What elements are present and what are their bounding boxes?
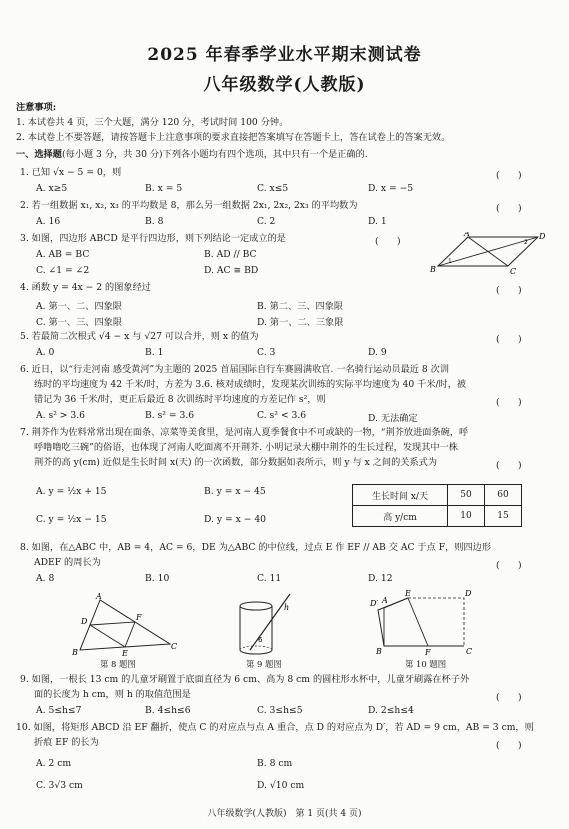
table-cell: 10 bbox=[448, 506, 485, 527]
q2-option-b: B. 8 bbox=[145, 216, 164, 227]
q7-option-c: C. y = ½x − 15 bbox=[36, 514, 107, 525]
q10-label-f: F bbox=[425, 648, 431, 657]
q3-angle-2: 2 bbox=[524, 239, 528, 246]
q2-option-d: D. 1 bbox=[368, 216, 387, 227]
q10-option-c: C. 3√3 cm bbox=[36, 780, 83, 791]
q7-line-3: 荆芥的高 y(cm) 近似是生长时间 x(天) 的一次函数，部分数据如表所示，则 y 与 x 之间的关系式为 bbox=[34, 457, 438, 468]
q5-option-b: B. 1 bbox=[145, 347, 164, 358]
section-1-header bbox=[16, 149, 368, 160]
section-1-heading: 一、选择题 bbox=[16, 149, 62, 160]
q9-cup-bottom-back bbox=[240, 646, 272, 650]
q8-option-d: D. 12 bbox=[368, 573, 393, 584]
q8-answer-paren: ( ) bbox=[496, 560, 522, 571]
q10-label-dp: D′ bbox=[370, 599, 379, 608]
q8-option-b: B. 10 bbox=[145, 573, 170, 584]
q8-label-a: A bbox=[96, 592, 102, 601]
q1-answer-paren: ( ) bbox=[496, 170, 522, 181]
table-cell: 50 bbox=[448, 485, 485, 506]
q10-original-rect bbox=[408, 598, 464, 646]
note-1: 1. 本试卷共 4 页，三个大题，满分 120 分，考试时间 100 分钟。 bbox=[16, 117, 289, 128]
section-1-desc: (每小题 3 分，共 30 分)下列各小题均有四个选项，其中只有一个是正确的. bbox=[61, 149, 368, 160]
q7-line-2: 呼噜噜吃三碗”的俗语，也体现了河南人吃面离不开荆芥. 小明记录大棚中荆芥的生长过程，发现其中一株 bbox=[34, 442, 458, 453]
q9-line-1: 9. 如图，一根长 13 cm 的儿童牙刷置于底面直径为 6 cm、高为 8 cm 的圆柱形水杯中，儿童牙刷露在杯子外 bbox=[20, 674, 470, 685]
q8-option-a: A. 8 bbox=[36, 573, 55, 584]
q3-diagonal-bd bbox=[468, 237, 508, 266]
q3-label-d: D bbox=[539, 232, 546, 241]
q9-cup-bottom bbox=[240, 650, 272, 654]
q8-midline-de bbox=[90, 625, 125, 647]
q2-stem: 2. 若一组数据 x₁, x₂, x₃ 的平均数是 8，那么另一组数据 2x₁, 2x₂, 2x₃ 的平均数为 bbox=[20, 200, 358, 211]
q6-line-1: 6. 近日，以“行走河南 感受黄河”为主题的 2025 首届国际自行车赛圆满收官. 一名骑行运动员最近 8 次训 bbox=[20, 364, 450, 375]
q10-option-b: B. 8 cm bbox=[257, 758, 293, 769]
q4-stem: 4. 函数 y = 4x − 2 的图象经过 bbox=[20, 282, 151, 293]
fig10-caption: 第 10 题图 bbox=[405, 659, 447, 669]
table-row bbox=[353, 506, 522, 527]
q3-answer-paren: ( ) bbox=[375, 236, 401, 247]
q7-data-table bbox=[352, 484, 522, 527]
q10-label-a: A bbox=[382, 596, 388, 605]
q10-label-b: B bbox=[376, 647, 382, 656]
q7-option-a: A. y = ½x + 15 bbox=[36, 486, 107, 497]
q9-option-b: B. 4≤h≤6 bbox=[145, 705, 191, 716]
fig8-caption: 第 8 题图 bbox=[100, 659, 136, 669]
q1-option-c: C. x≤5 bbox=[257, 183, 289, 194]
fig9-caption: 第 9 题图 bbox=[246, 659, 282, 669]
q5-option-d: D. 9 bbox=[368, 347, 387, 358]
q3-option-a: A. AB = BC bbox=[36, 249, 90, 260]
q8-label-d: D bbox=[81, 617, 88, 626]
table-row bbox=[353, 485, 522, 506]
q1-stem: 1. 已知 √x − 5 = 0，则 bbox=[20, 167, 122, 178]
q10-folded-part bbox=[378, 598, 428, 646]
q9-cup-figure bbox=[232, 592, 304, 658]
table-cell: 60 bbox=[485, 485, 522, 506]
q9-line-2: 面的长度为 h cm，则 h 的取值范围是 bbox=[34, 689, 191, 700]
q6-option-d: D. 无法确定 bbox=[368, 413, 418, 424]
q2-option-a: A. 16 bbox=[36, 216, 61, 227]
q9-option-c: C. 3≤h≤5 bbox=[257, 705, 303, 716]
q5-option-c: C. 3 bbox=[257, 347, 276, 358]
q8-label-b: B bbox=[72, 648, 78, 656]
q9-answer-paren: ( ) bbox=[496, 692, 522, 703]
q7-answer-paren: ( ) bbox=[496, 460, 522, 471]
q8-triangle-figure bbox=[70, 592, 180, 656]
q3-stem: 3. 如图，四边形 ABCD 是平行四边形，则下列结论一定成立的是 bbox=[20, 233, 286, 244]
table-cell: 高 y/cm bbox=[353, 506, 448, 527]
q9-option-d: D. 2≤h≤4 bbox=[368, 705, 414, 716]
q2-answer-paren: ( ) bbox=[496, 203, 522, 214]
table-cell: 15 bbox=[485, 506, 522, 527]
q10-line-1: 10. 如图，将矩形 ABCD 沿 EF 翻折，使点 C 的对应点与点 A 重合，点 D 的对应点为 D′，若 AD = 9 cm，AB = 3 cm，则 bbox=[16, 722, 534, 733]
q3-option-b: B. AD // BC bbox=[204, 249, 257, 260]
q6-option-c: C. s² < 3.6 bbox=[257, 410, 307, 421]
q10-crease-ef bbox=[408, 598, 428, 646]
q10-label-d: D bbox=[465, 589, 472, 598]
q3-label-a: A bbox=[464, 232, 470, 238]
q10-line-2: 折痕 EF 的长为 bbox=[34, 737, 99, 748]
q6-option-b: B. s² = 3.6 bbox=[145, 410, 195, 421]
q4-option-a: A. 第一、二、四象限 bbox=[36, 301, 122, 312]
notes-heading: 注意事项: bbox=[16, 102, 57, 113]
page-footer: 八年级数学(人教版) 第 1 页(共 4 页) bbox=[207, 809, 362, 819]
q10-rectangle-figure bbox=[368, 588, 488, 658]
q8-option-c: C. 11 bbox=[257, 573, 282, 584]
q3-angle-1: 1 bbox=[448, 258, 452, 265]
q6-answer-paren: ( ) bbox=[496, 397, 522, 408]
q8-line-1: 8. 如图，在△ABC 中，AB = 4，AC = 6，DE 为△ABC 的中位线，过点 E 作 EF // AB 交 AC 于点 F，则四边形 bbox=[20, 542, 492, 553]
q10-label-c: C bbox=[466, 647, 473, 656]
q10-label-e: E bbox=[405, 589, 411, 598]
q5-stem: 5. 若最简二次根式 √4 − x 与 √27 可以合并，则 x 的值为 bbox=[20, 331, 259, 342]
q8-line-2: ADEF 的周长为 bbox=[34, 557, 101, 568]
q9-option-a: A. 5≤h≤7 bbox=[36, 705, 82, 716]
q4-option-b: B. 第二、三、四象限 bbox=[257, 301, 344, 312]
exam-subtitle: 八年级数学(人教版) bbox=[203, 75, 366, 95]
q3-label-c: C bbox=[510, 267, 517, 276]
q7-line-1: 7. 荆芥作为佐料常常出现在面条、凉菜等美食里，是河南人夏季餐食中不可或缺的一物，“荆芥放进面条碗，呼 bbox=[20, 427, 469, 438]
q3-parallelogram-figure bbox=[428, 232, 548, 276]
note-2: 2. 本试卷上不要答题，请按答题卡上注意事项的要求直接把答案填写在答题卡上，答在试卷上的答案无效。 bbox=[16, 132, 451, 143]
q7-option-d: D. y = x − 40 bbox=[204, 514, 267, 525]
q8-segment-ef bbox=[125, 622, 135, 647]
q9-cup-top bbox=[240, 602, 272, 610]
q8-segment-df bbox=[90, 622, 135, 625]
table-cell: 生长时间 x/天 bbox=[353, 485, 448, 506]
q3-label-b: B bbox=[430, 265, 436, 274]
q10-option-d: D. √10 cm bbox=[257, 780, 305, 791]
q4-option-d: D. 第一、二、三象限 bbox=[257, 317, 344, 328]
q1-option-d: D. x = −5 bbox=[368, 183, 414, 194]
q5-option-a: A. 0 bbox=[36, 347, 55, 358]
q9-label-h: h bbox=[284, 603, 290, 612]
q3-option-d: D. AC ≅ BD bbox=[204, 265, 259, 276]
q6-line-2: 练时的平均速度为 42 千米/时，方差为 3.6. 核对成绩时，发现某次训练的实际平均速度为 40 千米/时，被 bbox=[34, 379, 467, 390]
q7-option-b: B. y = x − 45 bbox=[204, 486, 266, 497]
q6-option-a: A. s² > 3.6 bbox=[36, 410, 86, 421]
q8-label-f: F bbox=[136, 613, 142, 622]
q8-label-e: E bbox=[122, 649, 128, 656]
q10-option-a: A. 2 cm bbox=[36, 758, 72, 769]
q9-label-6: 6 bbox=[258, 636, 263, 644]
q4-answer-paren: ( ) bbox=[496, 285, 522, 296]
q1-option-a: A. x≥5 bbox=[36, 183, 68, 194]
q6-line-3: 错记为 36 千米/时，更正后最近 8 次训练时平均速度的方差记作 s²，则 bbox=[34, 394, 326, 405]
q3-option-c: C. ∠1 = ∠2 bbox=[36, 265, 90, 276]
q8-label-c: C bbox=[171, 642, 178, 651]
q1-option-b: B. x = 5 bbox=[145, 183, 183, 194]
exam-title: 2025 年春季学业水平期末测试卷 bbox=[147, 45, 422, 65]
q5-answer-paren: ( ) bbox=[496, 334, 522, 345]
q10-answer-paren: ( ) bbox=[496, 740, 522, 751]
q2-option-c: C. 2 bbox=[257, 216, 276, 227]
q4-option-c: C. 第一、三、四象限 bbox=[36, 317, 123, 328]
